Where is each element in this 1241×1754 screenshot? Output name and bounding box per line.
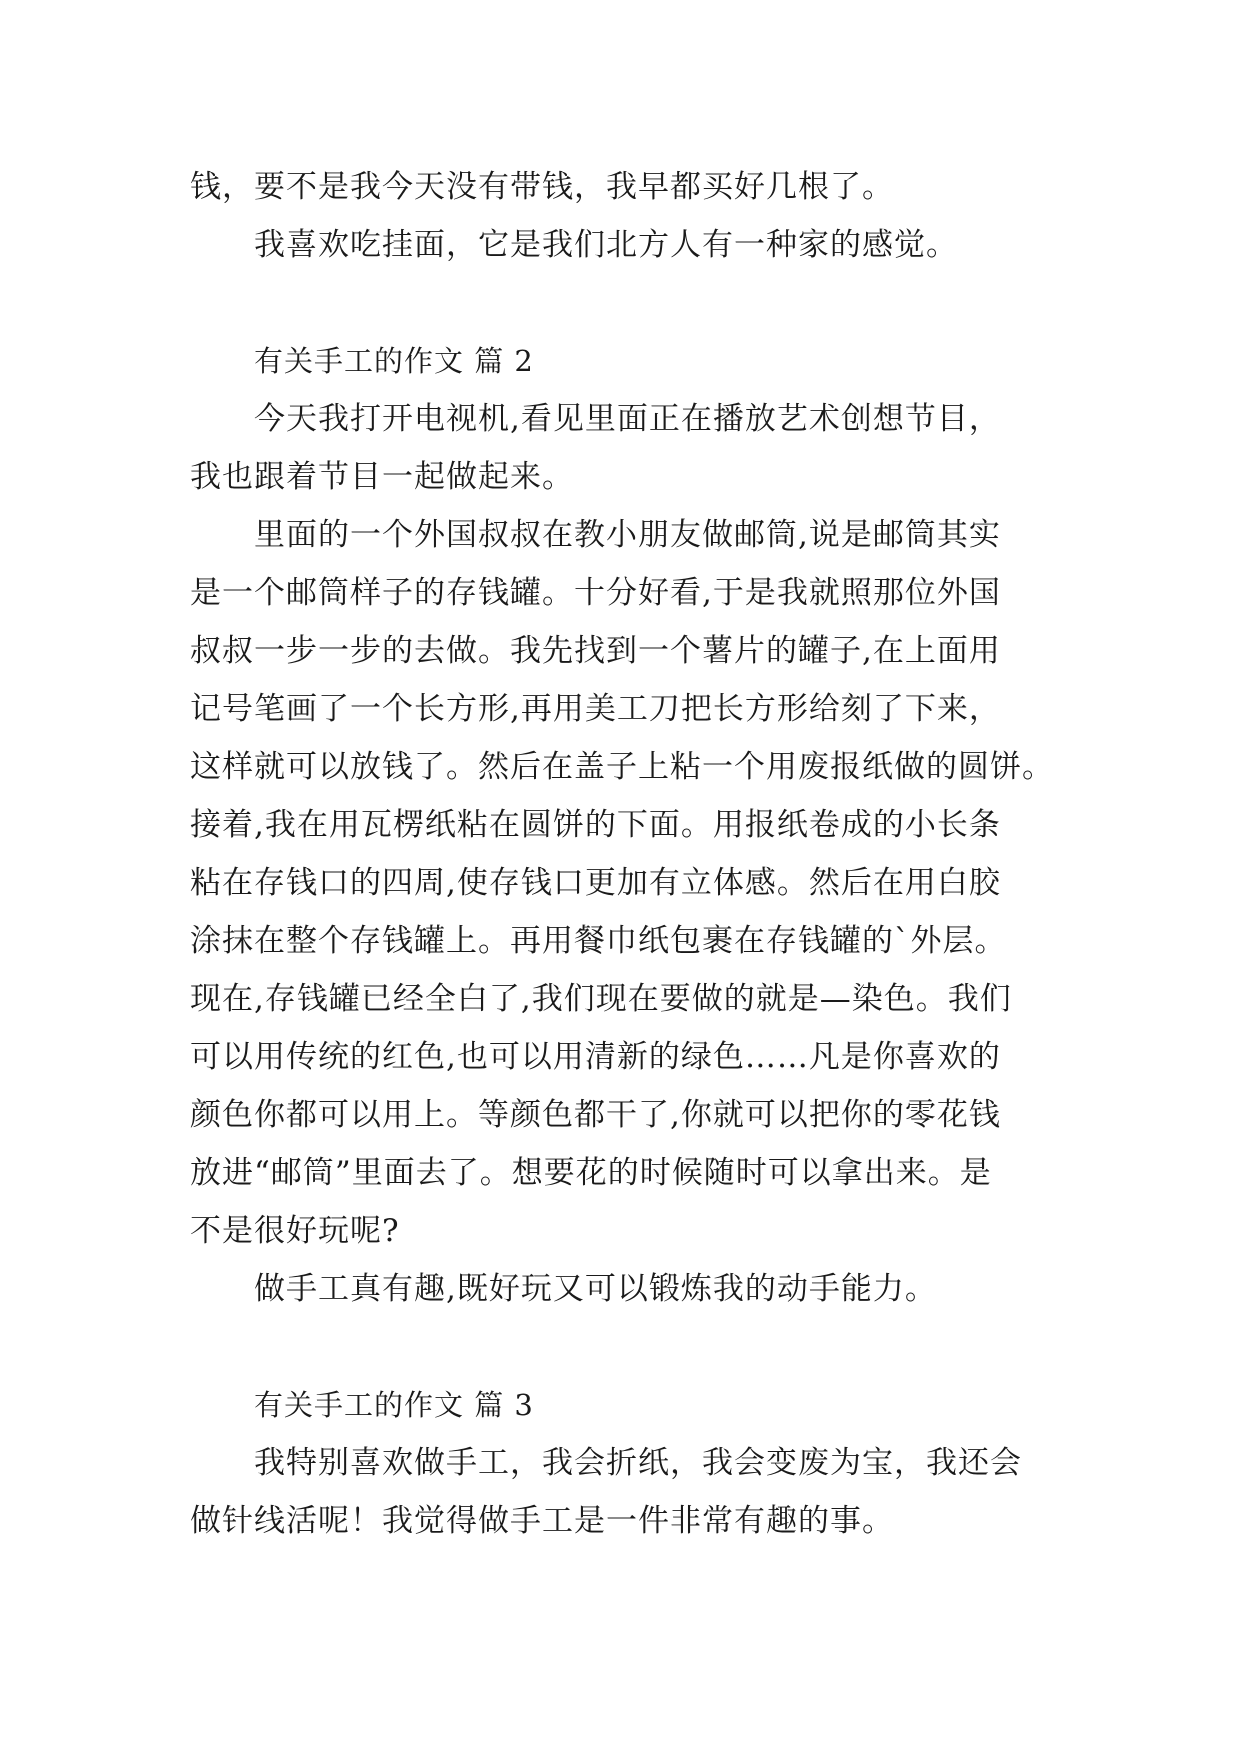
paragraph-line: 今天我打开电视机,看见里面正在播放艺术创想节目， xyxy=(254,401,1001,437)
paragraph-line: 接着,我在用瓦楞纸粘在圆饼的下面。用报纸卷成的小长条 xyxy=(190,807,1001,843)
section-gap xyxy=(190,274,1050,332)
paragraph-line: 可以用传统的红色,也可以用清新的绿色……凡是你喜欢的 xyxy=(190,1039,1001,1075)
heading-text: 有关手工的作文 篇 2 xyxy=(254,344,534,378)
paragraph-line: 是一个邮筒样子的存钱罐。十分好看,于是我就照那位外国 xyxy=(190,575,1001,611)
paragraph-line: 我特别喜欢做手工，我会折纸，我会变废为宝，我还会 xyxy=(254,1445,1022,1481)
paragraph-line: 我喜欢吃挂面，它是我们北方人有一种家的感觉。 xyxy=(254,227,958,263)
paragraph-line: 这样就可以放钱了。然后在盖子上粘一个用废报纸做的圆饼。 xyxy=(190,749,1054,785)
paragraph xyxy=(190,216,1050,274)
section-heading xyxy=(190,1376,1050,1434)
paragraph-line: 里面的一个外国叔叔在教小朋友做邮筒,说是邮筒其实 xyxy=(254,517,1001,553)
section-heading xyxy=(190,332,1050,390)
paragraph-line: 涂抹在整个存钱罐上。再用餐巾纸包裹在存钱罐的`外层。 xyxy=(190,923,1007,959)
paragraph-line: 粘在存钱口的四周,使存钱口更加有立体感。然后在用白胶 xyxy=(190,865,1001,901)
paragraph-line: 做针线活呢！我觉得做手工是一件非常有趣的事。 xyxy=(190,1503,894,1539)
paragraph-line: 放进“邮筒”里面去了。想要花的时候随时可以拿出来。是 xyxy=(190,1155,992,1191)
paragraph-line: 钱，要不是我今天没有带钱，我早都买好几根了。 xyxy=(190,169,894,205)
paragraph-line: 做手工真有趣,既好玩又可以锻炼我的动手能力。 xyxy=(254,1271,937,1307)
paragraph-line: 不是很好玩呢? xyxy=(190,1213,400,1249)
paragraph xyxy=(190,1260,1050,1318)
text-column xyxy=(190,158,1054,1550)
paragraph-line: 现在,存钱罐已经全白了,我们现在要做的就是—染色。我们 xyxy=(190,981,1012,1017)
paragraph xyxy=(190,158,1050,216)
section-gap xyxy=(190,1318,1050,1376)
paragraph-line: 我也跟着节目一起做起来。 xyxy=(190,459,574,495)
paragraph-line: 颜色你都可以用上。等颜色都干了,你就可以把你的零花钱 xyxy=(190,1097,1001,1133)
paragraph-line: 记号笔画了一个长方形,再用美工刀把长方形给刻了下来， xyxy=(190,691,1001,727)
heading-text: 有关手工的作文 篇 3 xyxy=(254,1388,534,1422)
paragraph xyxy=(190,506,1054,1260)
paragraph-line: 叔叔一步一步的去做。我先找到一个薯片的罐子,在上面用 xyxy=(190,633,1001,669)
paragraph xyxy=(190,1434,1050,1550)
paragraph xyxy=(190,390,1050,506)
